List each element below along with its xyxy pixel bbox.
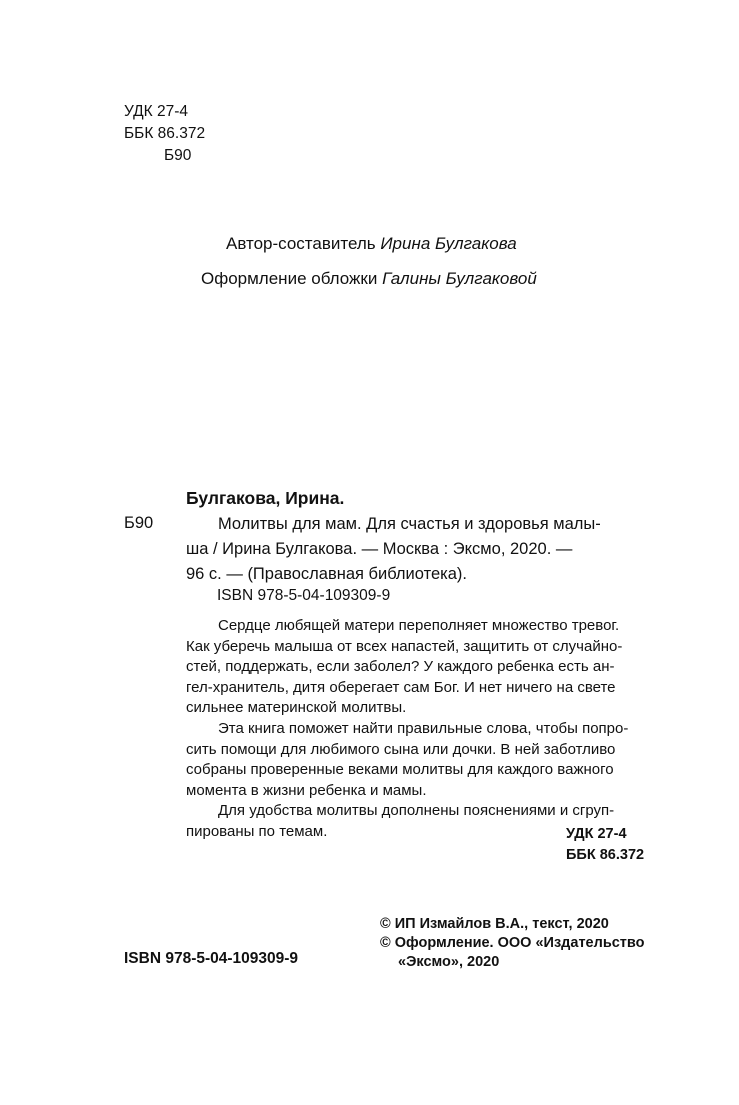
footer-isbn: ISBN 978-5-04-109309-9 <box>124 950 299 967</box>
copyright-line: © ИП Измайлов В.А., текст, 2020 <box>380 916 609 932</box>
udk-code: УДК 27-4 <box>124 103 189 120</box>
annotation-line: стей, поддержать, если заболел? У каждого ребенка есть ан- <box>186 658 615 676</box>
annotation-line: собраны проверенные веками молитвы для каждого важного <box>186 761 614 779</box>
catalog-isbn: ISBN 978-5-04-109309-9 <box>217 587 391 604</box>
annotation-line: сить помощи для любимого сына или дочки. В ней заботливо <box>186 740 616 758</box>
compiler-credit <box>226 233 517 255</box>
annotation-line: Для удобства молитвы дополнены пояснениями и сгруп- <box>218 802 615 820</box>
catalog-heading: Булгакова, Ирина. <box>186 488 345 508</box>
annotation-line: гел-хранитель, дитя оберегает сам Бог. И нет ничего на свете <box>186 678 616 696</box>
annotation-line: сильнее материнской молитвы. <box>186 699 407 717</box>
catalog-citation <box>186 512 661 587</box>
annotation <box>186 616 661 843</box>
cover-designer-name: Галины Булгаковой <box>382 269 537 288</box>
annotation-line: Эта книга поможет найти правильные слова, чтобы попро- <box>218 719 629 737</box>
citation-line: Молитвы для мам. Для счастья и здоровья малы- <box>218 515 601 533</box>
cover-label: Оформление обложки <box>201 269 378 288</box>
compiler-label: Автор-составитель <box>226 234 376 253</box>
author-mark: Б90 <box>164 147 192 164</box>
citation-line: ша / Ирина Булгакова. — Москва : Эксмо, 2020. — <box>186 540 573 558</box>
top-classification-codes <box>124 101 205 167</box>
cover-credit <box>201 268 537 290</box>
annotation-line: Сердце любящей матери переполняет множество тревог. <box>218 617 620 634</box>
bbk-code: ББК 86.372 <box>124 125 206 142</box>
annotation-line: пированы по темам. <box>186 822 328 840</box>
copyright-line: © Оформление. ООО «Издательство <box>380 935 645 951</box>
annotation-line: момента в жизни ребенка и мамы. <box>186 781 427 799</box>
citation-line: 96 с. — (Православная библиотека). <box>186 565 467 583</box>
copyright-block <box>380 915 644 972</box>
udk-code: УДК 27-4 <box>566 826 627 842</box>
compiler-name: Ирина Булгакова <box>380 234 517 253</box>
annotation-line: Как уберечь малыша от всех напастей, защитить от случайно- <box>186 637 623 655</box>
catalog-author-mark: Б90 <box>124 514 154 532</box>
bbk-code: ББК 86.372 <box>566 847 645 863</box>
copyright-line: «Эксмо», 2020 <box>398 954 500 970</box>
classification-codes-right <box>566 824 644 866</box>
